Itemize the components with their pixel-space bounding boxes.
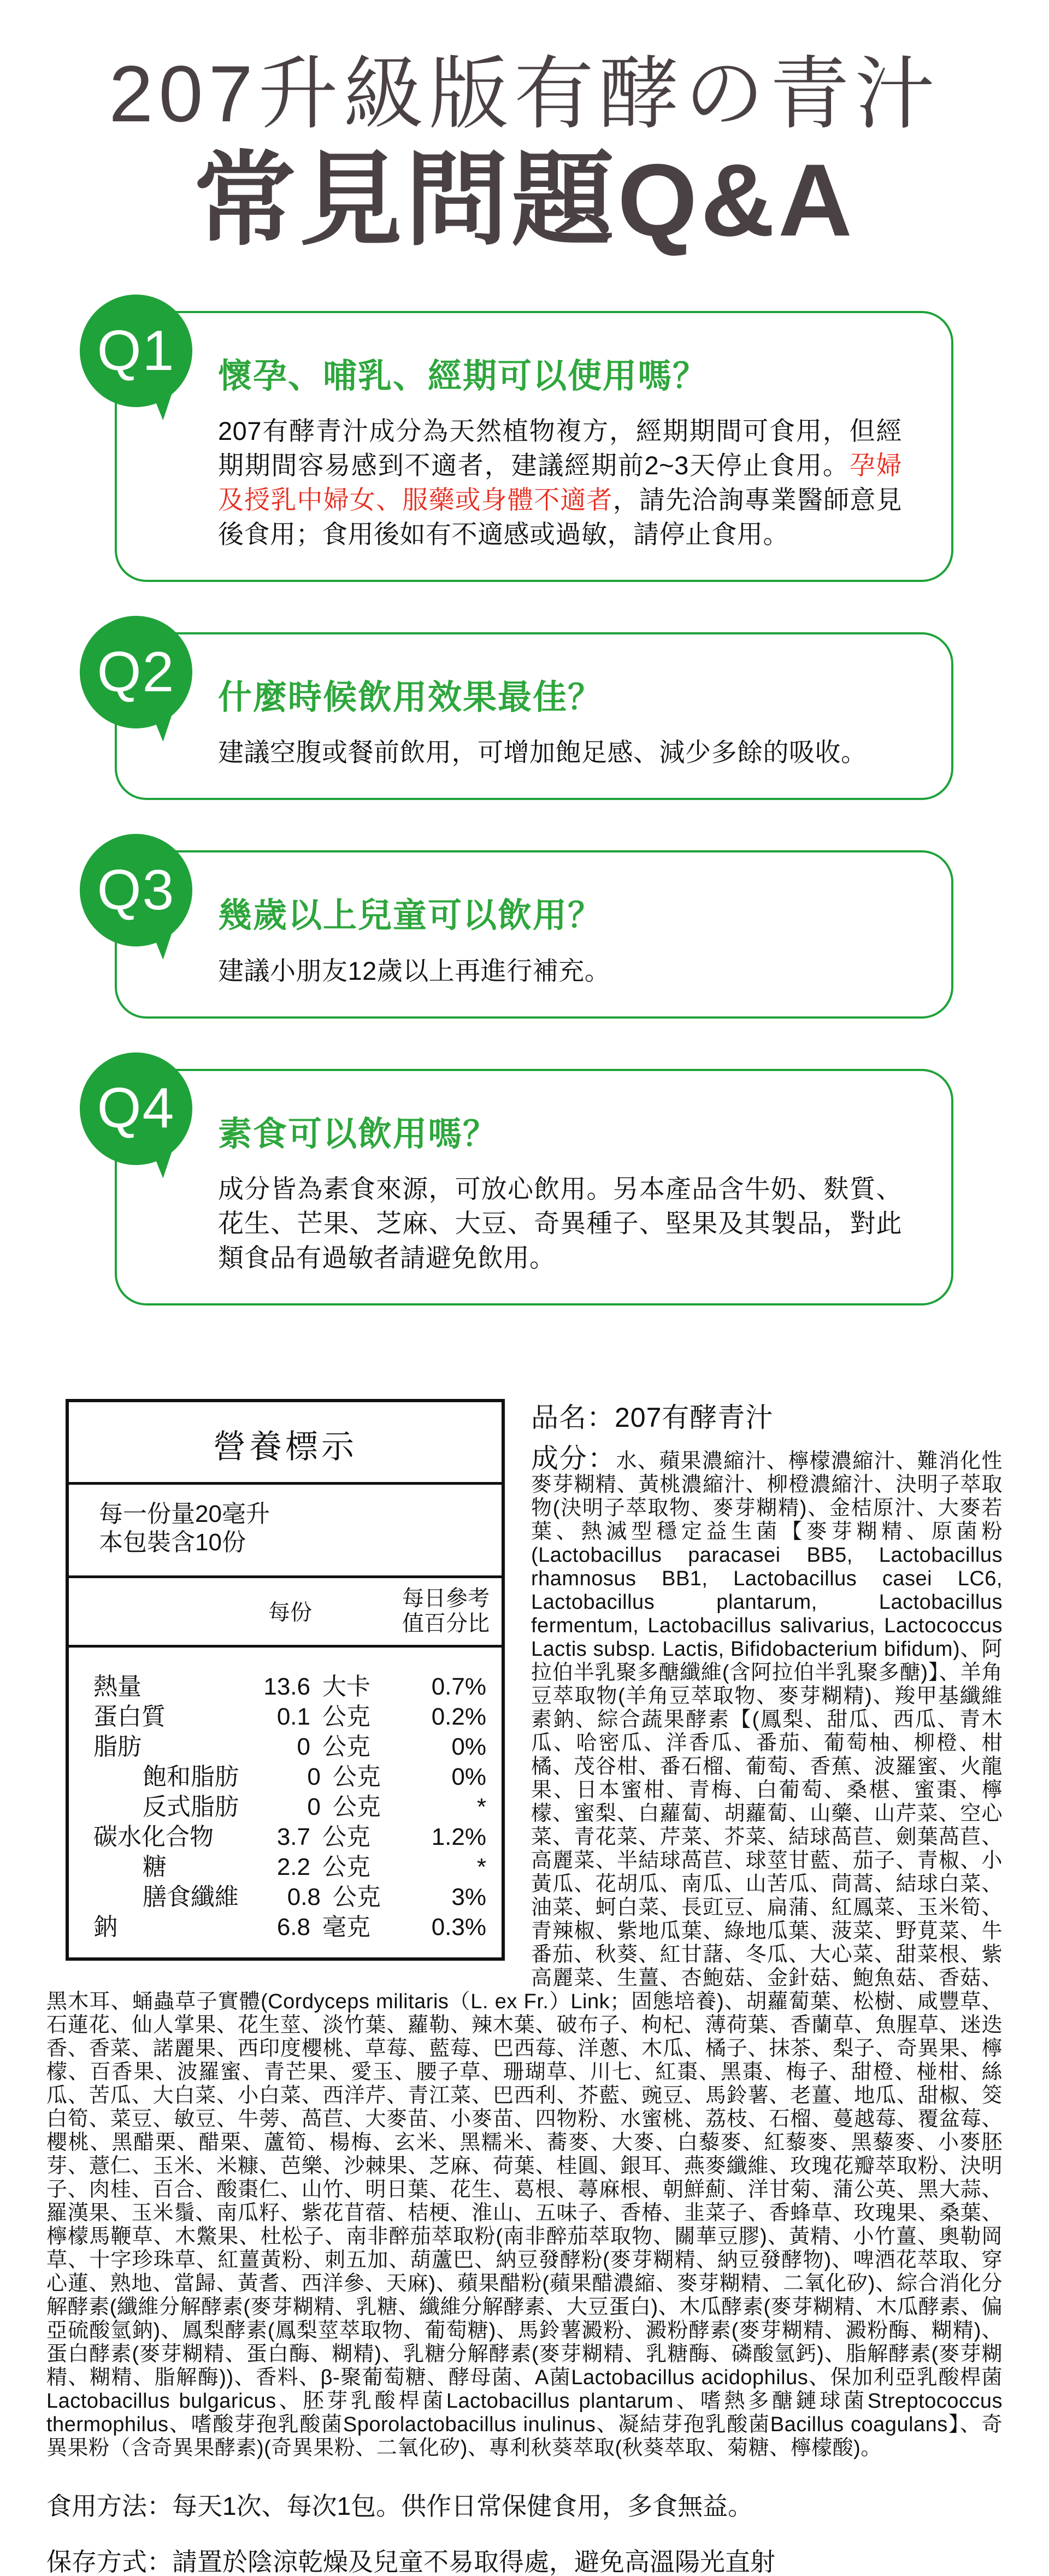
nutrition-row-sugar — [69, 1852, 502, 1882]
nutrition-row-calories — [69, 1672, 502, 1702]
q1-question-title: 懷孕、哺乳、經期可以使用嗎？ — [218, 357, 708, 396]
daily-value-header — [353, 1586, 502, 1636]
nutrient-unit: 公克 — [332, 1763, 381, 1790]
daily-value-header-line2: 值百分比 — [402, 1611, 490, 1636]
footer-section — [46, 2492, 1003, 2576]
nutrition-row-trans-fat — [69, 1792, 502, 1822]
nutrient-dv: 0.7% — [431, 1673, 486, 1700]
faq-section — [0, 311, 1049, 1305]
serving-size: 每一份量20毫升 — [99, 1500, 270, 1527]
nutrient-unit: 公克 — [322, 1733, 370, 1760]
nutrient-value: 6.8 — [276, 1913, 310, 1940]
serving-info — [69, 1485, 502, 1578]
nutrient-value: 2.2 — [276, 1853, 310, 1880]
product-info-section — [46, 1396, 1003, 2460]
nutrient-value: 0 — [307, 1763, 321, 1790]
nutrient-name: 鈉 — [93, 1913, 117, 1940]
nutrient-dv: 1.2% — [431, 1823, 486, 1850]
nutrient-value: 0 — [307, 1793, 321, 1820]
per-serving-header: 每份 — [268, 1601, 312, 1625]
page-title: 207升級版有酵の青汁 — [109, 49, 940, 138]
nutrient-name: 碳水化合物 — [93, 1823, 214, 1850]
q4-question-title: 素食可以飲用嗎？ — [218, 1115, 498, 1153]
nutrition-row-saturated-fat — [69, 1762, 502, 1792]
nutrition-row-protein — [69, 1702, 502, 1732]
nutrient-unit: 公克 — [322, 1853, 370, 1880]
nutrition-row-fat — [69, 1732, 502, 1762]
usage-line: 食用方法：每天1次、每次1包。供作日常保健食用，多食無益。 — [46, 2491, 753, 2520]
nutrient-unit: 公克 — [322, 1703, 370, 1730]
nutrient-dv: * — [476, 1853, 486, 1880]
q1-answer-text — [218, 414, 902, 551]
nutrient-value: 13.6 — [263, 1673, 310, 1700]
nutrient-dv: * — [476, 1793, 486, 1820]
q4-answer-normal: 成分皆為素食來源，可放心飲用。另本產品含牛奶、麩質、花生、芒果、芝麻、大豆、奇異種子、堅果及其製品，對此類食品有過敏者請避免飲用。 — [218, 1174, 902, 1272]
servings-per-pack: 本包裝含10份 — [99, 1528, 246, 1556]
faq-item-q3 — [97, 850, 953, 1018]
faq-item-q2 — [97, 632, 953, 800]
nutrient-dv: 0% — [451, 1733, 486, 1760]
ingredients-text: 水、蘋果濃縮汁、檸檬濃縮汁、難消化性麥芽糊精、黃桃濃縮汁、柳橙濃縮汁、決明子萃取物(決明子萃取物、麥芽糊精)、金桔原汁、大麥若葉、熱滅型穩定益生菌【麥芽糊精、原菌粉(Lactobacillus paracasei BB5, Lactobacillus rhamnosus BB1, Lactobacillus casei LC6, Lactobacillus plantarum, Lactobacillus fermentum, Lactobacillus salivarius, Lactococcus Lactis subsp. Lactis, Bifidobacterium bifidum)、阿拉伯半乳聚多醣纖維(含阿拉伯半乳聚多醣)】、羊角豆萃取物(羊角豆萃取物、麥芽糊精)、羧甲基纖維素鈉、綜合蔬果酵素【(鳳梨、甜瓜、西瓜、青木瓜、哈密瓜、洋香瓜、番茄、葡萄柚、柳橙、柑橘、茂谷柑、番石榴、葡萄、香蕉、波羅蜜、火龍果、日本蜜柑、青梅、白葡萄、桑椹、蜜棗、檸檬、蜜梨、白蘿蔔、胡蘿蔔、山藥、山芹菜、空心菜、青花菜、芹菜、芥菜、結球萵苣、劍葉萵苣、高麗菜、半結球萵苣、球莖甘藍、茄子、青椒、小黃瓜、花胡瓜、南瓜、山苦瓜、茼蒿、結球白菜、油菜、蚵白菜、長豇豆、扁蒲、紅鳳菜、玉米筍、青辣椒、紫地瓜葉、綠地瓜葉、菠菜、野莧菜、牛番茄、秋葵、紅甘藷、冬瓜、大心菜、甜菜根、紫高麗菜、生薑、杏鮑菇、金針菇、鮑魚菇、香菇、黑木耳、蛹蟲草子實體(Cordyceps militaris（L. ex Fr.）Link；固態培養)、胡蘿蔔葉、松樹、咸豐草、石蓮花、仙人掌果、花生莖、淡竹葉、蘿勒、辣木葉、破布子、枸杞、薄荷葉、香蘭草、魚腥草、迷迭香、香菜、諾麗果、西印度櫻桃、草莓、藍莓、巴西莓、洋蔥、木瓜、橘子、抹茶、梨子、奇異果、檸檬、百香果、波羅蜜、青芒果、愛玉、腰子草、珊瑚草、川七、紅棗、黑棗、梅子、甜橙、椪柑、絲瓜、苦瓜、大白菜、小白菜、西洋芹、青江菜、巴西利、芥藍、豌豆、馬鈴薯、老薑、地瓜、甜椒、筊白筍、菜豆、敏豆、牛蒡、萵苣、大麥苗、小麥苗、四物粉、水蜜桃、荔枝、石榴、蔓越莓、覆盆莓、櫻桃、黑醋栗、醋栗、蘆筍、楊梅、玄米、黑糯米、蕎麥、大麥、白藜麥、紅藜麥、黑藜麥、小麥胚芽、薏仁、玉米、米糠、芭樂、沙棘果、芝麻、荷葉、桂圓、銀耳、燕麥纖維、玫瑰花瓣萃取粉、決明子、肉桂、百合、酸棗仁、山竹、明日葉、花生、葛根、蕁麻根、朝鮮薊、洋甘菊、蒲公英、黑大蒜、羅漢果、玉米鬚、南瓜籽、紫花苜蓿、桔梗、淮山、五味子、香椿、韭菜子、香蜂草、玫瑰果、桑葉、檸檬馬鞭草、木鱉果、杜松子、南非醉茄萃取粉(南非醉茄萃取物、關華豆膠)、黃精、小竹薑、奧勒岡草、十字珍珠草、紅薑黃粉、刺五加、葫蘆巴、納豆發酵粉(麥芽糊精、納豆發酵物)、啤酒花萃取、穿心蓮、熟地、當歸、黃耆、西洋參、天麻)、蘋果醋粉(蘋果醋濃縮、麥芽糊精、二氧化矽)、綜合消化分解酵素(纖維分解酵素(麥芽糊精、乳糖、纖維分解酵素、大豆蛋白)、木瓜酵素(麥芽糊精、木瓜酵素、偏亞硫酸氫鈉)、鳳梨酵素(鳳梨莖萃取物、葡萄糖)、馬鈴薯澱粉、澱粉酵素(麥芽糊精、澱粉酶、糊精)、蛋白酵素(麥芽糊精、蛋白酶、糊精)、乳糖分解酵素(麥芽糊精、乳糖酶、磷酸氫鈣)、脂解酵素(麥芽糊精、糊精、脂解酶))、香料、β-聚葡萄糖、酵母菌、A菌Lactobacillus acidophilus、保加利亞乳酸桿菌Lactobacillus bulgaricus、胚芽乳酸桿菌Lactobacillus plantarum、嗜熱多醣鏈球菌Streptococcus thermophilus、嗜酸芽孢乳酸菌Sporolactobacillus inulinus、凝結芽孢乳酸菌Bacillus coagulans】、奇異果粉（含奇異果酵素)(奇異果粉、二氧化矽)、專利秋葵萃取(秋葵萃取、菊糖、檸檬酸)。 — [46, 1449, 1003, 2460]
nutrient-unit: 大卡 — [322, 1673, 370, 1700]
q3-answer-normal: 建議小朋友12歲以上再進行補充。 — [218, 956, 611, 985]
nutrient-name: 飽和脂肪 — [143, 1763, 239, 1790]
nutrient-name: 膳食纖維 — [143, 1883, 239, 1910]
q3-question-title: 幾歲以上兒童可以飲用？ — [218, 897, 603, 935]
nutrient-dv: 0.3% — [431, 1913, 486, 1940]
nutrition-table — [66, 1399, 505, 1961]
nutrient-dv: 0.2% — [431, 1703, 486, 1730]
nutrient-name: 熱量 — [93, 1673, 142, 1700]
nutrient-name: 脂肪 — [93, 1733, 142, 1760]
nutrition-rows — [69, 1648, 502, 1957]
nutrient-name: 糖 — [143, 1853, 167, 1880]
q3-answer-text — [218, 954, 902, 988]
q1-speech-bubble-icon: Q1 — [80, 295, 192, 407]
nutrient-unit: 公克 — [332, 1793, 381, 1820]
nutrient-unit: 公克 — [332, 1883, 381, 1910]
storage-line: 保存方式：請置於陰涼乾燥及兒童不易取得處，避免高溫陽光直射 — [46, 2547, 775, 2576]
nutrient-dv: 0% — [451, 1763, 486, 1790]
q1-answer-warning: 孕婦及授乳中婦女、服藥或身體不適者 — [218, 451, 903, 515]
faq-item-q1 — [97, 311, 953, 582]
nutrient-value: 0.8 — [287, 1883, 321, 1910]
q1-answer-normal-2: ，請先洽詢專業醫師意見後食用；食用後如有不適感或過敏，請停止食用。 — [218, 485, 903, 549]
nutrient-value: 0.1 — [276, 1703, 310, 1730]
q4-answer-text — [218, 1172, 902, 1275]
q2-answer-text — [218, 735, 902, 769]
nutrient-name: 反式脂肪 — [143, 1793, 239, 1820]
q2-question-title: 什麼時候飲用效果最佳？ — [218, 679, 603, 717]
nutrition-row-dietary-fiber — [69, 1882, 502, 1912]
nutrient-value: 3.7 — [276, 1823, 310, 1850]
daily-value-header-line1: 每日參考 — [402, 1586, 490, 1610]
page-subtitle: 常見問題Q&A — [193, 142, 856, 257]
q2-speech-bubble-icon: Q2 — [80, 616, 192, 728]
q3-speech-bubble-icon: Q3 — [80, 834, 192, 946]
faq-item-q4 — [97, 1069, 953, 1305]
q4-speech-bubble-icon: Q4 — [80, 1052, 192, 1165]
product-name-label: 品名： — [531, 1402, 615, 1433]
nutrient-value: 0 — [297, 1733, 310, 1760]
nutrition-row-sodium — [69, 1912, 502, 1942]
nutrition-row-carbohydrate — [69, 1822, 502, 1852]
nutrient-unit: 毫克 — [322, 1913, 370, 1940]
nutrient-unit: 公克 — [322, 1823, 370, 1850]
nutrition-title: 營養標示 — [69, 1402, 502, 1485]
page-header — [0, 0, 1049, 259]
q2-answer-normal: 建議空腹或餐前飲用，可增加飽足感、減少多餘的吸收。 — [218, 738, 867, 767]
nutrient-dv: 3% — [451, 1883, 486, 1910]
ingredients-label: 成分： — [531, 1443, 616, 1474]
product-name-value: 207有酵青汁 — [615, 1402, 774, 1433]
q1-answer-normal: 207有酵青汁成分為天然植物複方，經期期間可食用，但經期期間容易感到不適者，建議經期前2~3天停止食用。 — [218, 416, 902, 480]
nutrition-column-headers — [69, 1578, 502, 1648]
nutrient-name: 蛋白質 — [93, 1703, 166, 1730]
